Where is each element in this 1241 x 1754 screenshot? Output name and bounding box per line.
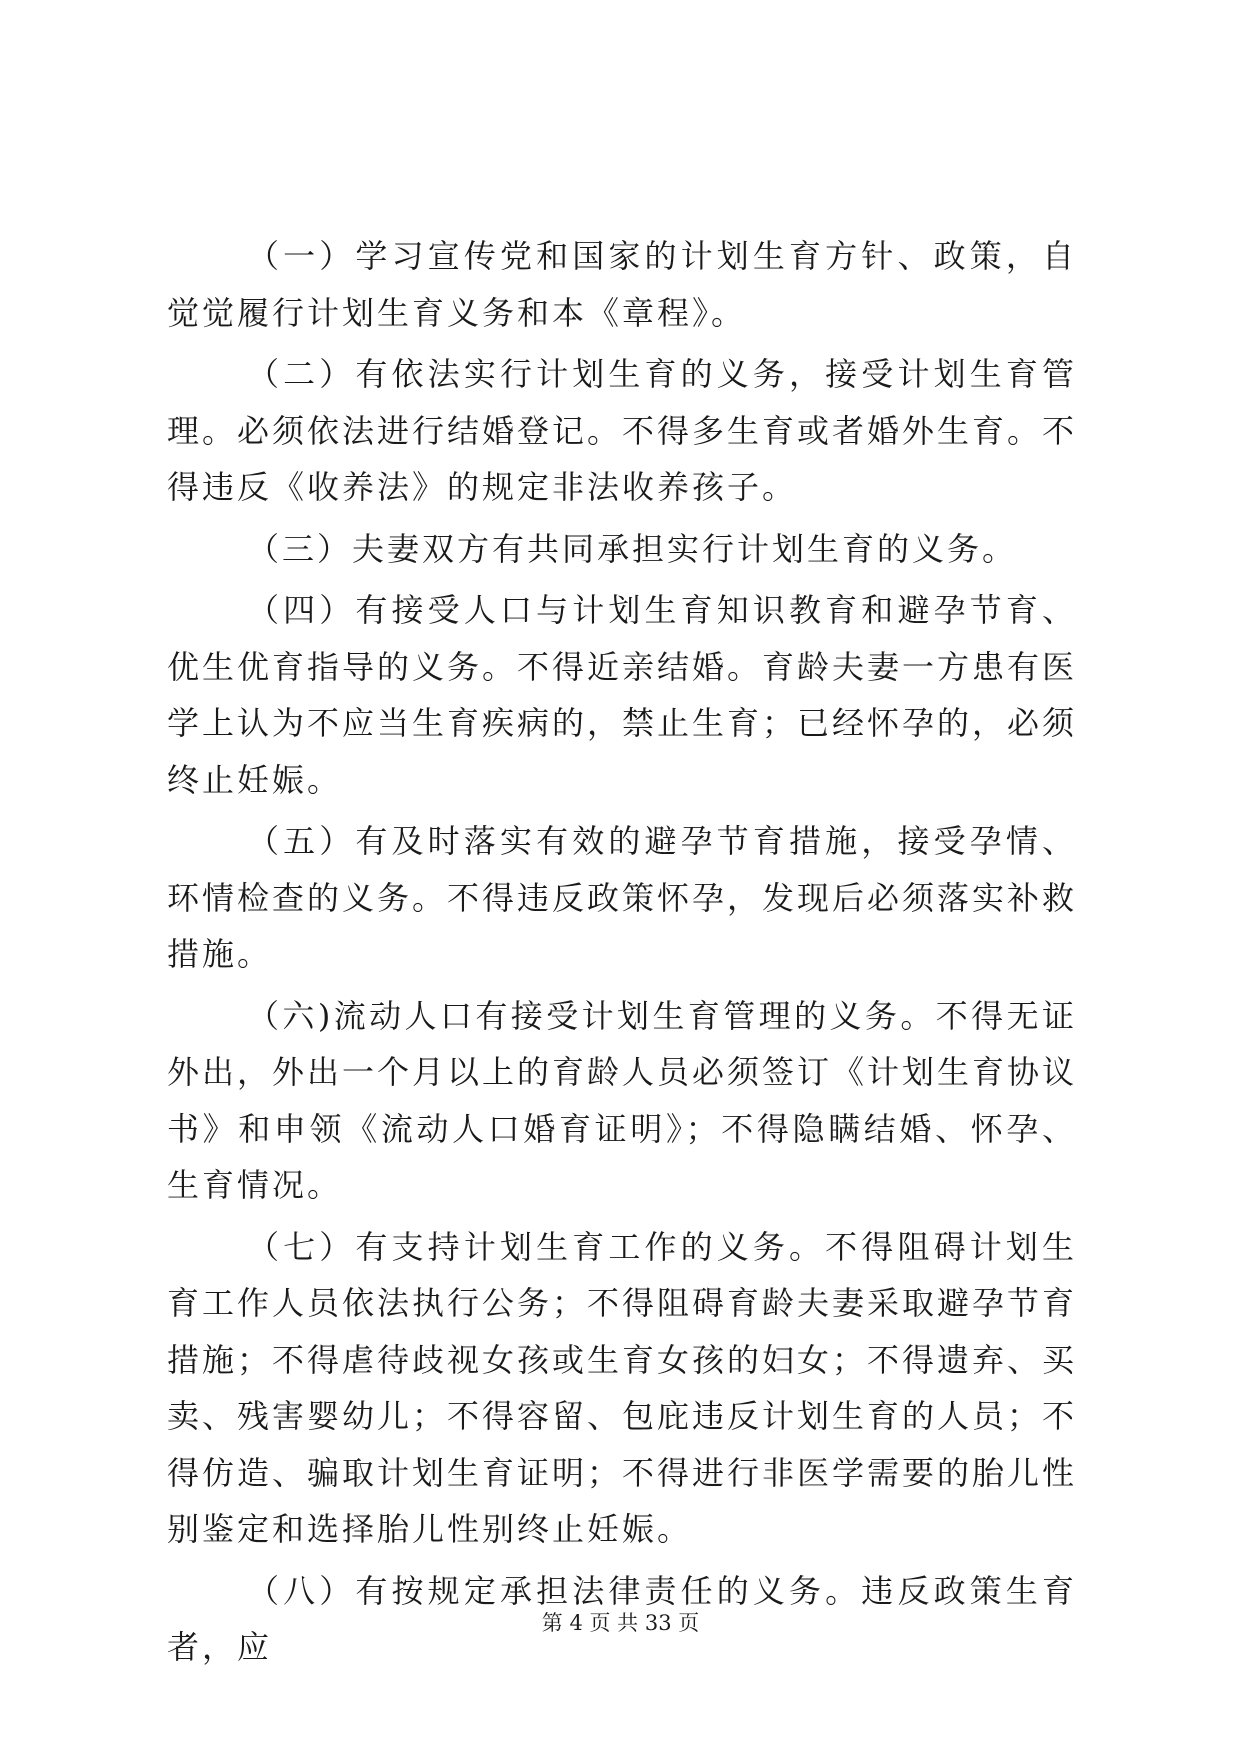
paragraph-6: （六)流动人口有接受计划生育管理的义务。不得无证外出，外出一个月以上的育龄人员必须签订《计划生育协议书》和申领《流动人口婚育证明》；不得隐瞒结婚、怀孕、生育情况。 bbox=[167, 996, 1078, 1204]
paragraph-2: （二）有依法实行计划生育的义务，接受计划生育管理。必须依法进行结婚登记。不得多生育或者婚外生育。不得违反《收养法》的规定非法收养孩子。 bbox=[167, 355, 1078, 506]
paragraph-7: （七）有支持计划生育工作的义务。不得阻碍计划生育工作人员依法执行公务；不得阻碍育龄夫妻采取避孕节育措施；不得虐待歧视女孩或生育女孩的妇女；不得遗弃、买卖、残害婴幼儿；不得容留、包庇违反计划生育的人员；不得仿造、骗取计划生育证明；不得进行非医学需要的胎儿性别鉴定和选择胎儿性别终止妊娠。 bbox=[167, 1227, 1078, 1548]
paragraph-3: （三）夫妻双方有共同承担实行计划生育的义务。 bbox=[247, 529, 1018, 568]
page-footer bbox=[0, 1608, 1241, 1638]
page-number: 第 4 页 共 33 页 bbox=[541, 1611, 700, 1635]
paragraph-1: （一）学习宣传党和国家的计划生育方针、政策，自觉觉履行计划生育义务和本《章程》。 bbox=[167, 237, 1077, 332]
paragraph-4: （四）有接受人口与计划生育知识教育和避孕节育、优生优育指导的义务。不得近亲结婚。育龄夫妻一方患有医学上认为不应当生育疾病的，禁止生育；已经怀孕的，必须终止妊娠。 bbox=[167, 591, 1078, 799]
paragraph-5: （五）有及时落实有效的避孕节育措施，接受孕情、环情检查的义务。不得违反政策怀孕，发现后必须落实补救措施。 bbox=[167, 822, 1078, 973]
paragraph-8: （八）有按规定承担法律责任的义务。违反政策生育者，应 bbox=[167, 1571, 1077, 1666]
document-body bbox=[167, 228, 1077, 1681]
